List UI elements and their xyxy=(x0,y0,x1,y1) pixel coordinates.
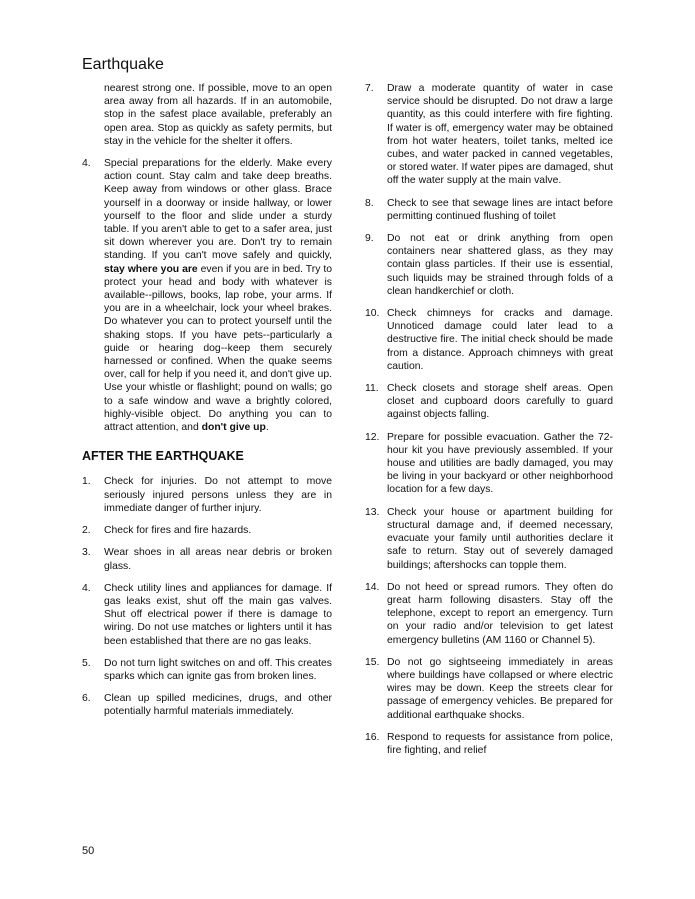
item-number: 3. xyxy=(82,547,91,559)
item-number: 13. xyxy=(365,506,380,518)
page-header: Earthquake xyxy=(82,56,164,73)
item-text: Check chimneys for cracks and damage. Unnoticed damage could later lead to a destructive fire. The initial check should be made from a distance. Approach chimneys with great caution. xyxy=(387,308,613,372)
item-number: 8. xyxy=(365,197,374,209)
item-number: 12. xyxy=(365,431,380,443)
item-text-part: Special preparations for the elderly. Make every action count. Stay calm and take deep breaths. Keep away from windows or other glass. Brace yourself in a doorway or inside hallway, or lower yourself to the floor and slide under a sturdy table. If you aren't able to get to a safer area, just sit down wherever you are. Don't try to remain standing. If you can't move safely and quickly, xyxy=(104,158,332,262)
item-number: 11. xyxy=(365,383,379,395)
item-text: Do not turn light switches on and off. This creates sparks which can ignite gas from broken lines. xyxy=(104,657,332,682)
left-column xyxy=(82,82,332,728)
item-number: 6. xyxy=(82,693,91,705)
item-number: 9. xyxy=(365,233,374,245)
item-number: 7. xyxy=(365,83,374,94)
item-number: 1. xyxy=(82,476,91,488)
item-text: Check utility lines and appliances for damage. If gas leaks exist, shut off the main gas valves. Shut off electrical power if there is damage to wiring. Do not use matches or lighters until it has been established that there are no gas leaks. xyxy=(104,582,332,647)
item-text: Check to see that sewage lines are intact before permitting continued flushing of toilet xyxy=(387,197,613,222)
list-item xyxy=(82,475,332,515)
item-number: 5. xyxy=(82,657,91,669)
item-number: 16. xyxy=(365,731,380,743)
list-item xyxy=(82,582,332,648)
bold-phrase: stay where you are xyxy=(104,263,198,275)
list-item xyxy=(365,731,613,757)
item-text: Clean up spilled medicines, drugs, and other potentially harmful materials immediately. xyxy=(104,693,332,718)
list-item xyxy=(82,157,332,434)
item-text xyxy=(104,157,332,434)
list-item xyxy=(365,197,613,223)
item-number: 15. xyxy=(365,656,380,668)
list-item xyxy=(365,431,613,497)
section-title: AFTER THE EARTHQUAKE xyxy=(82,449,244,464)
item-text: Draw a moderate quantity of water in case service should be disrupted. Do not draw a large quantity, as this could interfere with fire fighting. If water is off, emergency water may be obtained from hot water heaters, toilet tanks, melted ice cubes, and water packed in canned vegetables, or stored water. If water pipes are damaged, shut off the water supply at the main valve. xyxy=(387,83,613,187)
after-list xyxy=(82,475,332,718)
item-text: Check your house or apartment building for structural damage and, if deemed necessary, evacuate your family until authorities declare it safe to return. Stay out of severely damaged buildings; aftershocks can topple them. xyxy=(387,506,613,571)
list-item xyxy=(82,692,332,718)
list-item xyxy=(365,382,613,422)
list-item xyxy=(365,581,613,647)
item-text: Prepare for possible evacuation. Gather the 72-hour kit you have previously assembled. If your house and utilities are badly damaged, you may be living in your backyard or other neighborhood location for a few days. xyxy=(387,431,613,496)
right-column xyxy=(365,82,613,766)
item-text: Check for injuries. Do not attempt to move seriously injured persons unless they are in immediate danger of further injury. xyxy=(104,476,332,514)
item-text-part: . xyxy=(265,422,269,434)
item-text: Respond to requests for assistance from police, fire fighting, and relief xyxy=(387,731,613,756)
continued-paragraph: nearest strong one. If possible, move to an open area away from all hazards. If in an automobile, stop in the safest place available, preferably an open area. Stop as quickly as safety permits, but stay in the vehicle for the shelter it offers. xyxy=(104,83,332,147)
item-number: 4. xyxy=(82,158,91,170)
list-item xyxy=(82,524,332,537)
item-text: Do not eat or drink anything from open containers near shattered glass, as they may contain glass particles. If their use is essential, such liquids may be strained through folds of a clean handkerchief or cloth. xyxy=(387,233,613,297)
item-text: Do not go sightseeing immediately in areas where buildings have collapsed or where electric wires may be down. Keep the streets clear for passage of emergency vehicles. Be prepared for additional earthquake shocks. xyxy=(387,656,613,721)
item-text: Do not heed or spread rumors. They often do great harm following disasters. Stay off the telephone, except to report an emergency. Turn on your radio and/or television to get latest emergency bulletins (AM 1160 or Channel 5). xyxy=(387,581,613,646)
list-item xyxy=(365,506,613,572)
item-number: 2. xyxy=(82,525,91,537)
bold-phrase: don't give up xyxy=(201,422,266,434)
item-text-part: even if you are in bed. Try to protect your head and body with whatever is available--pillows, books, lap robe, your arms. If you are in a wheelchair, lock your wheel brakes. Do whatever you can to protect yourself until the shaking stops. If you have pets--particularly a guide or hearing dog--keep them securely harnessed or confined. When the quake seems over, call for help if you need it, and don't give up. Use your whistle or flashlight; pound on walls; go to a safe window and wave a brightly colored, highly-visible object. Do anything you can to attract attention, and xyxy=(104,263,333,434)
item-number: 10. xyxy=(365,308,380,320)
item-text: Wear shoes in all areas near debris or broken glass. xyxy=(104,547,332,572)
list-item xyxy=(365,82,613,188)
list-item xyxy=(365,232,613,298)
page-number: 50 xyxy=(82,845,95,857)
item-text: Check for fires and fire hazards. xyxy=(104,525,252,537)
item-number: 4. xyxy=(82,582,91,594)
list-item xyxy=(82,657,332,683)
item-text: Check closets and storage shelf areas. Open closet and cupboard doors carefully to guard against objects falling. xyxy=(387,383,613,421)
list-item xyxy=(82,546,332,572)
list-item xyxy=(365,307,613,373)
after-list-continued xyxy=(365,82,613,757)
item-number: 14. xyxy=(365,581,380,593)
list-item xyxy=(365,656,613,722)
